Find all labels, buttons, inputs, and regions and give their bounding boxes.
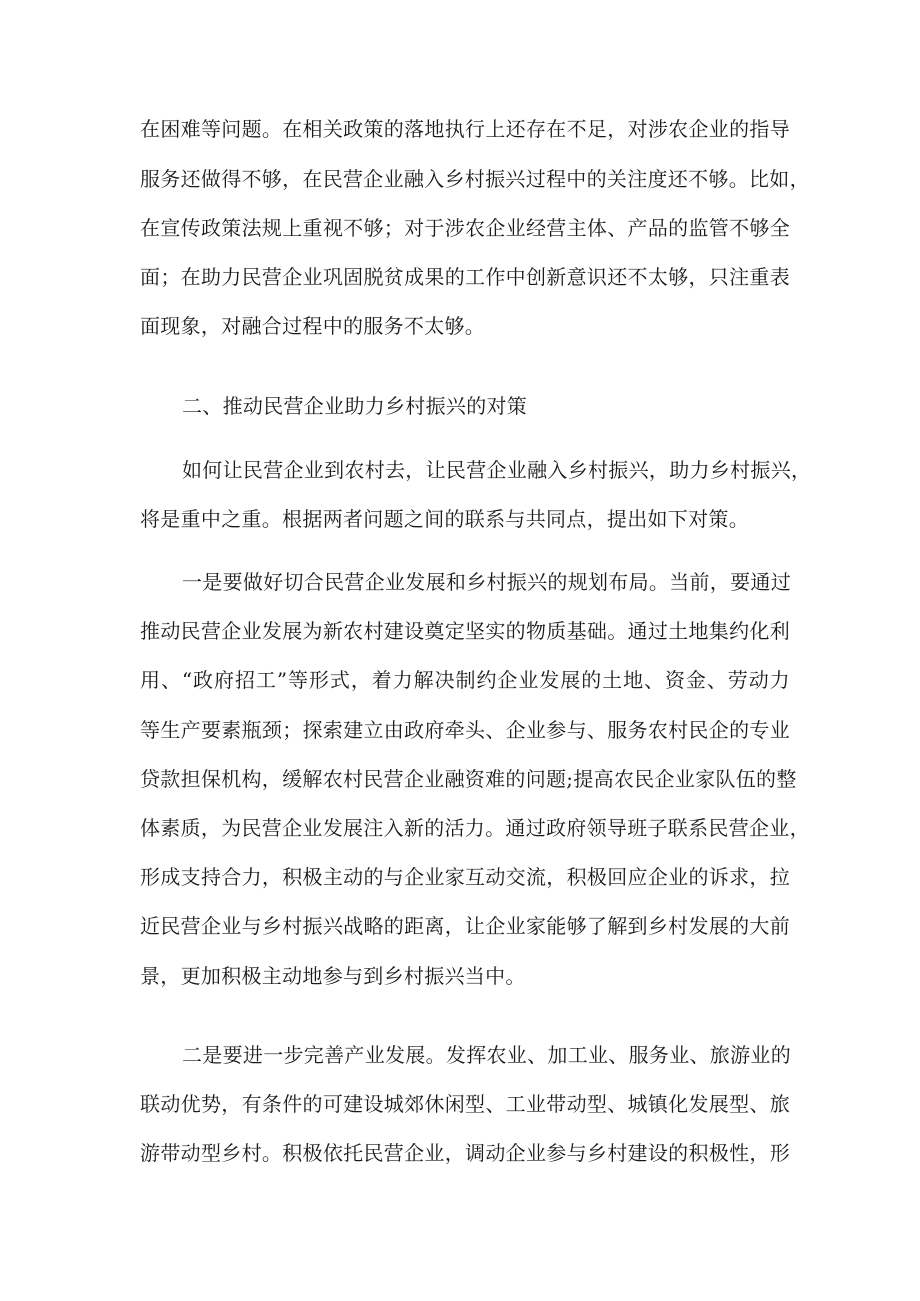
paragraph-line: 形成支持合力，积极主动的与企业家互动交流，积极回应企业的诉求，拉: [140, 865, 790, 889]
paragraph-line: 面现象，对融合过程中的服务不太够。: [140, 314, 486, 338]
paragraph-line: 体素质，为民营企业发展注入新的活力。通过政府领导班子联系民营企业，: [140, 816, 810, 840]
paragraph-line: 如何让民营企业到农村去，让民营企业融入乡村振兴，助力乡村振兴，: [182, 458, 812, 482]
section-heading: 二、推动民营企业助力乡村振兴的对策: [182, 394, 528, 418]
paragraph-line: 一是要做好切合民营企业发展和乡村振兴的规划布局。当前，要通过: [182, 570, 791, 594]
paragraph-line: 近民营企业与乡村振兴战略的距离，让企业家能够了解到乡村发展的大前: [140, 914, 790, 938]
paragraph-line: 等生产要素瓶颈；探索建立由政府牵头、企业参与、服务农村民企的专业: [140, 718, 790, 742]
paragraph-line: 服务还做得不够，在民营企业融入乡村振兴过程中的关注度还不够。比如，: [140, 167, 810, 191]
paragraph-line: 贷款担保机构，缓解农村民营企业融资难的问题;提高农民企业家队伍的整: [140, 767, 797, 791]
paragraph-line: 二是要进一步完善产业发展。发挥农业、加工业、服务业、旅游业的: [182, 1043, 791, 1067]
paragraph-line: 推动民营企业发展为新农村建设奠定坚实的物质基础。通过土地集约化利: [140, 619, 790, 643]
paragraph-line: 面；在助力民营企业巩固脱贫成果的工作中创新意识还不太够，只注重表: [140, 265, 790, 289]
paragraph-line: 景，更加积极主动地参与到乡村振兴当中。: [140, 964, 526, 988]
paragraph-line: 联动优势，有条件的可建设城郊休闲型、工业带动型、城镇化发展型、旅: [140, 1092, 790, 1116]
paragraph-line: 将是重中之重。根据两者问题之间的联系与共同点，提出如下对策。: [140, 507, 749, 531]
paragraph-line: 用、“政府招工”等形式，着力解决制约企业发展的土地、资金、劳动力: [140, 668, 790, 692]
paragraph-line: 在困难等问题。在相关政策的落地执行上还存在不足，对涉农企业的指导: [140, 117, 790, 141]
paragraph-line: 游带动型乡村。积极依托民营企业，调动企业参与乡村建设的积极性，形: [140, 1141, 790, 1165]
paragraph-line: 在宣传政策法规上重视不够；对于涉农企业经营主体、产品的监管不够全: [140, 216, 790, 240]
